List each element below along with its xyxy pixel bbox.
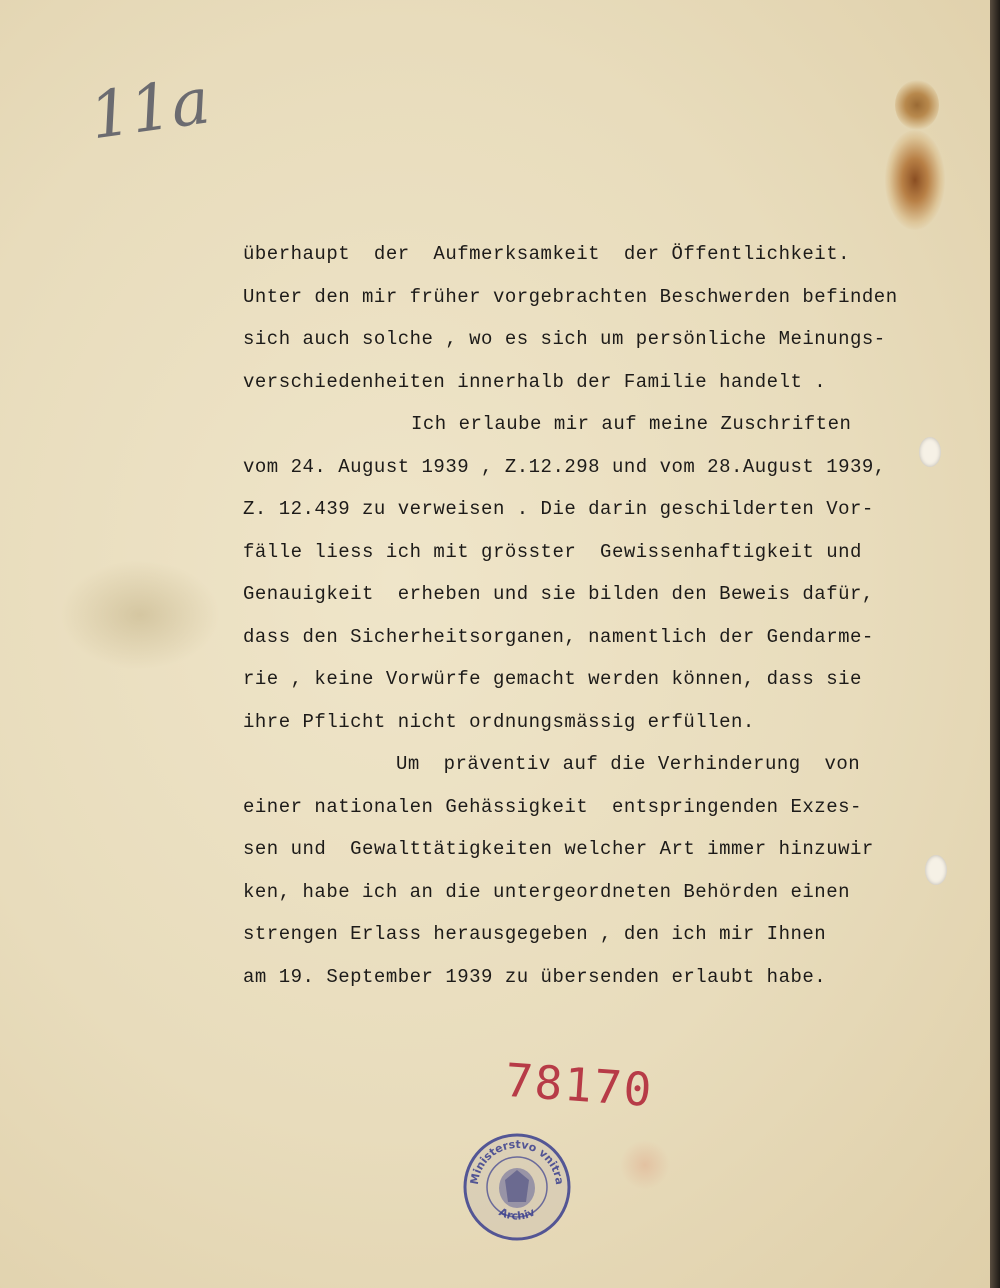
text-line: dass den Sicherheitsorganen, namentlich der Gendarme-	[243, 625, 874, 648]
text-line: einer nationalen Gehässigkeit entspringenden Exzes-	[243, 795, 862, 818]
text-line: Um präventiv auf die Verhinderung von	[396, 753, 861, 775]
paper-stain	[60, 560, 220, 670]
archive-seal-stamp	[460, 1130, 575, 1245]
text-line: strengen Erlass herausgegeben , den ich mir Ihnen	[243, 923, 827, 945]
seal-text-bottom: Archiv	[496, 1205, 538, 1223]
text-line: Unter den mir früher vorgebrachten Beschwerden befinden	[243, 285, 898, 308]
typed-letter-body	[243, 233, 963, 998]
text-line: ken, habe ich an die untergeordneten Behörden einen	[243, 880, 850, 903]
text-line: rie , keine Vorwürfe gemacht werden können, dass sie	[243, 668, 862, 690]
rust-stain	[895, 80, 939, 130]
text-line: vom 24. August 1939 , Z.12.298 und vom 28.August 1939,	[243, 455, 886, 478]
paper-stain	[620, 1140, 670, 1190]
text-line: sich auch solche , wo es sich um persönliche Meinungs-	[243, 328, 886, 350]
text-line: fälle liess ich mit grösster Gewissenhaftigkeit und	[243, 540, 862, 563]
text-line: Genauigkeit erheben und sie bilden den Beweis dafür,	[243, 583, 874, 605]
text-line: sen und Gewalttätigkeiten welcher Art immer hinzuwir	[243, 838, 874, 860]
page-edge-shadow	[990, 0, 1000, 1288]
handwritten-page-number: 11a	[85, 64, 215, 155]
text-line: ihre Pflicht nicht ordnungsmässig erfüllen.	[243, 710, 755, 733]
seal-text-top: Ministerstvo vnitra	[467, 1137, 567, 1186]
emblem-icon	[499, 1168, 535, 1208]
text-line: Z. 12.439 zu verweisen . Die darin geschilderten Vor-	[243, 498, 874, 520]
text-line: Ich erlaube mir auf meine Zuschriften	[411, 413, 852, 435]
text-line: verschiedenheiten innerhalb der Familie handelt .	[243, 370, 827, 393]
text-line: überhaupt der Aufmerksamkeit der Öffentlichkeit.	[243, 243, 850, 265]
rust-stain	[885, 130, 945, 230]
text-line: am 19. September 1939 zu übersenden erlaubt habe.	[243, 965, 827, 988]
registry-number-stamp: 78170	[503, 1052, 656, 1118]
